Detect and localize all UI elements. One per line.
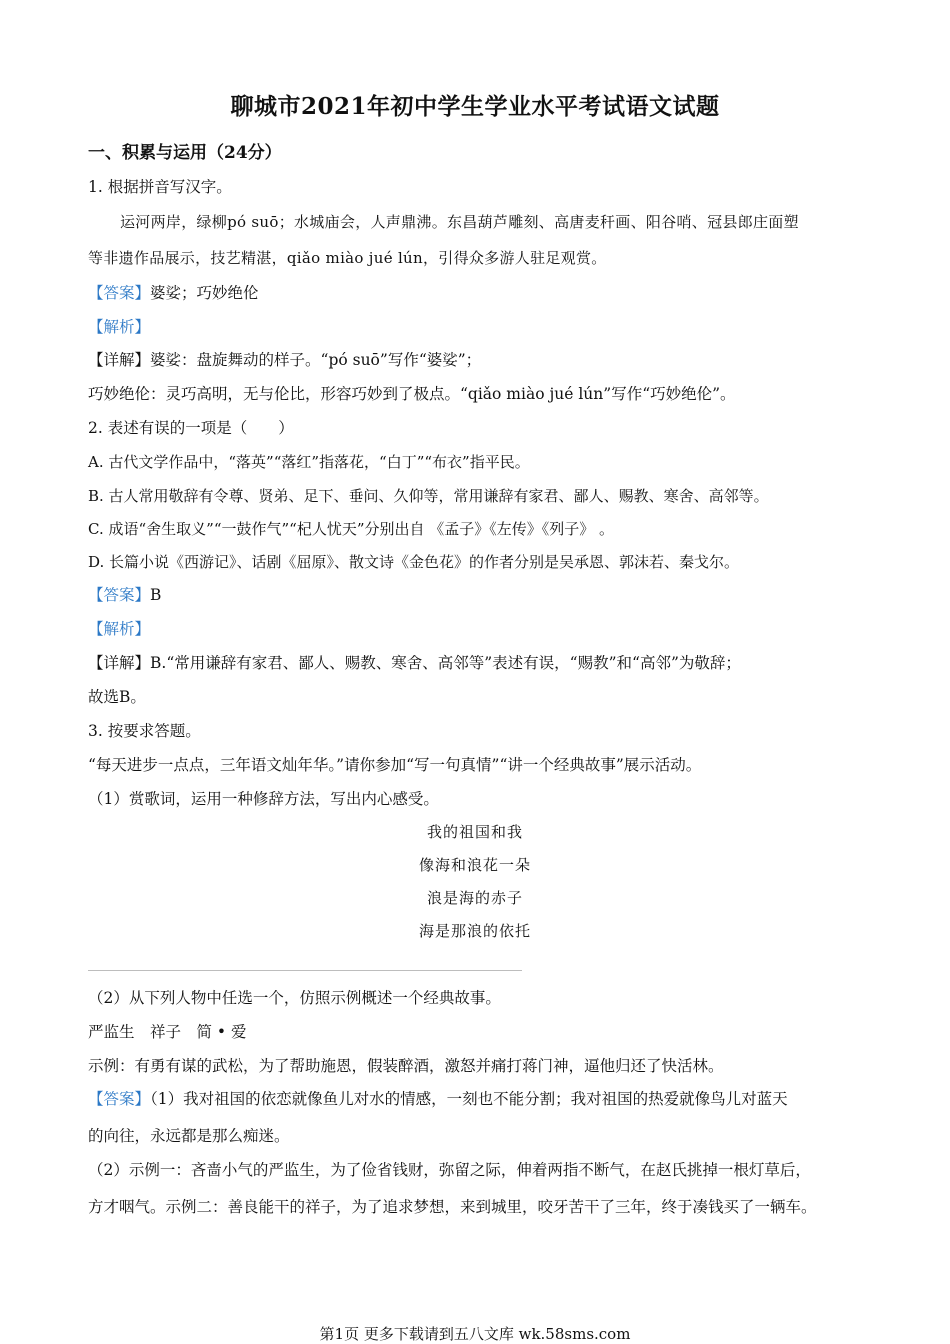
q1-detail2: 巧妙绝伦：灵巧高明，无与伦比，形容巧妙到了极点。“qiǎo miào jué lún”写作“巧妙绝伦”。 [88,385,736,403]
q2-detail1 [88,653,741,673]
detail-text: B.“常用谦辞有家君、鄙人、赐教、寒舍、高邻等”表述有误，“赐教”和“高邻”为敬辞； [150,654,741,672]
q1-analysis-tag: 【解析】 [88,318,151,336]
page-footer: 第1页 更多下载请到五八文库 wk.58sms.com [319,1325,631,1343]
q2-option-d: D. 长篇小说《西游记》、话剧《屈原》、散文诗《金色花》的作者分别是吴承恩、郭沫若、秦戈尔。 [88,553,740,571]
q1-passage-line1: 运河两岸，绿柳pó suō；水城庙会，人声鼎沸。东昌葫芦雕刻、高唐麦秆画、阳谷哨、冠县郎庄面塑 [120,213,799,231]
q1-stem: 1. 根据拼音写汉字。 [88,178,232,196]
q3-characters: 严监生 祥子 简 • 爱 [88,1023,247,1041]
poem-line: 浪是海的赤子 [426,889,523,907]
q2-option-a: A. 古代文学作品中，“落英”“落红”指落花，“白丁”“布衣”指平民。 [88,453,530,471]
q3-answer-line3: （2）示例一：吝啬小气的严监生，为了俭省钱财，弥留之际，伸着两指不断气，在赵氏挑掉一根灯草后， [88,1161,811,1179]
q1-passage-line2: 等非遗作品展示，技艺精湛，qiǎo miào jué lún，引得众多游人驻足观赏。 [88,249,607,267]
detail-tag: 【详解】 [88,351,151,369]
detail-text: 婆娑：盘旋舞动的样子。“pó suō”写作“婆娑”； [150,351,482,369]
detail-tag: 【详解】 [88,654,151,672]
answer-text: （1）我对祖国的依恋就像鱼儿对水的情感，一刻也不能分割；我对祖国的热爱就像鸟儿对蓝天 [150,1090,788,1108]
answer-text: B [150,586,162,604]
q2-option-c: C. 成语“舍生取义”“一鼓作气”“杞人忧天”分别出自 《孟子》《左传》《列子》 。 [88,520,615,538]
document-title: 聊城市2021年初中学生学业水平考试语文试题 [230,93,720,120]
q1-detail1 [88,350,481,370]
q2-stem: 2. 表述有误的一项是（ ） [88,419,294,437]
q3-stem: 3. 按要求答题。 [88,722,201,740]
q3-answer-line4: 方才咽气。示例二：善良能干的祥子，为了追求梦想，来到城里，咬牙苦干了三年，终于凑钱买了一辆车。 [88,1198,817,1216]
q2-answer [88,585,161,605]
poem-line: 像海和浪花一朵 [418,856,531,874]
q2-analysis-tag: 【解析】 [88,620,151,638]
q3-intro: “每天进步一点点，三年语文灿年华。”请你参加“写一句真情”“讲一个经典故事”展示活动。 [88,756,702,774]
poem-line: 我的祖国和我 [426,823,523,841]
q2-option-b: B. 古人常用敬辞有令尊、贤弟、足下、垂问、久仰等，常用谦辞有家君、鄙人、赐教、寒舍、高邻等。 [88,487,769,505]
answer-tag: 【答案】 [88,586,151,604]
q2-detail2: 故选B。 [88,688,146,706]
q3-answer-line2: 的向往，永远都是那么痴迷。 [88,1127,290,1145]
answer-tag: 【答案】 [88,1090,151,1108]
q3-sub2: （2）从下列人物中任选一个，仿照示例概述一个经典故事。 [88,989,501,1007]
poem-line: 海是那浪的依托 [418,922,531,940]
q3-answer-line1 [88,1089,788,1109]
q3-example: 示例：有勇有谋的武松，为了帮助施恩，假装醉酒，激怒并痛打蒋门神，逼他归还了快活林。 [88,1057,724,1075]
answer-tag: 【答案】 [88,284,151,302]
answer-text: 婆娑；巧妙绝伦 [150,284,259,302]
q1-answer [88,283,259,303]
q3-sub1: （1）赏歌词，运用一种修辞方法，写出内心感受。 [88,790,439,808]
section-heading: 一、积累与运用（24分） [88,143,282,163]
answer-blank-line [88,970,522,971]
